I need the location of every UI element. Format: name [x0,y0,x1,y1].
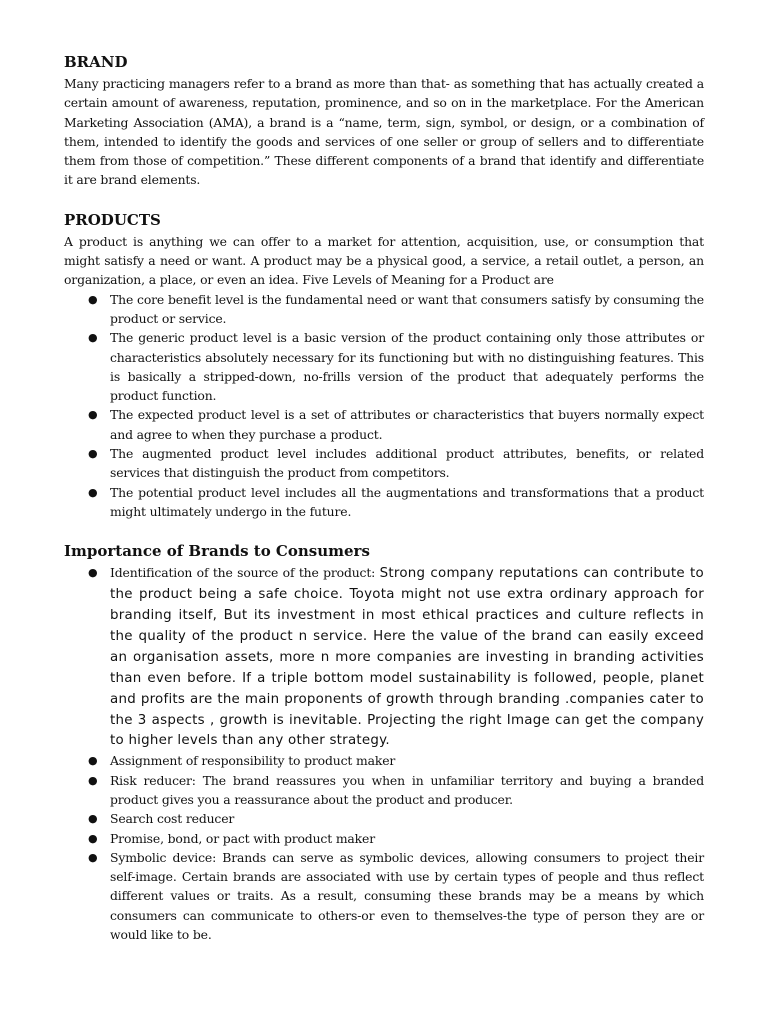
identification-label: Identification of the source of the product: [110,565,380,581]
bullet-icon: ● [88,408,98,422]
brand-section [64,52,704,190]
product-levels-list [64,290,704,522]
list-item: ● The expected product level is a set of attributes or characteristics that buyers normally expect and agree to when they purchase a product. [88,407,704,442]
bullet-icon: ● [88,754,98,768]
bullet-icon: ● [88,331,98,345]
bullet-icon: ● [88,292,98,306]
importance-list [64,563,704,944]
bullet-icon: ● [88,485,98,499]
list-item: ● Search cost reducer [64,809,704,828]
bullet-icon: ● [88,812,98,826]
list-item: ● The potential product level includes all the augmentations and transformations that a product might ultimately undergo in the future. [88,484,704,519]
brand-paragraph: Many practicing managers refer to a brand as more than that- as something that has actually created a certain amount of awareness, reputation, prominence, and so on in the marketplace. For the American Marketing Association (AMA), a brand is a “name, term, sign, symbol, or design, or a combination of them, intended to identify the goods and services of one seller or group of sellers and to differentiate them from those of competition.” These different components of a brand that identify and differentiate it are brand elements. [64,76,704,188]
list-item: ● The generic product level is a basic version of the product containing only those attributes or characteristics absolutely necessary for its functioning but with no distinguishing features. This is basically a stripped-down, no-frills version of the product that adequately performs the product function. [88,330,704,404]
list-item [64,563,704,751]
products-section [64,210,704,521]
list-item: ● The augmented product level includes additional product attributes, benefits, or related services that distinguish the product from competitors. [88,446,704,481]
bullet-icon: ● [88,850,98,864]
list-item: ● Assignment of responsibility to product maker [64,751,704,770]
list-item: ● Promise, bond, or pact with product maker [64,829,704,848]
document-page [64,52,704,944]
products-heading: PRODUCTS [64,210,161,229]
importance-heading: Importance of Brands to Consumers [64,542,370,561]
list-item: ● The core benefit level is the fundamental need or want that consumers satisfy by consuming the product or service. [88,291,704,326]
bullet-icon: ● [88,831,98,845]
bullet-icon: ● [88,447,98,461]
brand-heading: BRAND [64,53,128,71]
list-item: ● Symbolic device: Brands can serve as symbolic devices, allowing consumers to project their self-image. Certain brands are associated with use by certain types of people and thus reflect different values or traits. As a result, consuming these brands may be a means by which consumers can communicate to others-or even to themselves-the type of person they are or would like to be. [88,849,704,943]
identification-text: Strong company reputations can contribute to the product being a safe choice. Toyota might not use extra ordinary approach for branding itself, But its investment in most ethical practices and culture reflects in the quality of the product n service. Here the value of the brand can easily exceed an organisation assets, more n more companies are investing in branding activities than even before. If a triple bottom model sustainability is followed, people, planet and profits are the main proponents of growth through branding .companies cater to the 3 aspects , growth is inevitable. Projecting the right Image can get the company to higher levels than any other strategy. [110,566,704,749]
bullet-icon: ● [88,566,98,580]
importance-section [64,541,704,944]
list-item: ● Risk reducer: The brand reassures you when in unfamiliar territory and buying a branded product gives you a reassurance about the product and producer. [88,772,704,807]
products-paragraph: A product is anything we can offer to a market for attention, acquisition, use, or consumption that might satisfy a need or want. A product may be a physical good, a service, a retail outlet, a person, an organization, a place, or even an idea. Five Levels of Meaning for a Product are [64,233,704,288]
bullet-icon: ● [88,773,98,787]
